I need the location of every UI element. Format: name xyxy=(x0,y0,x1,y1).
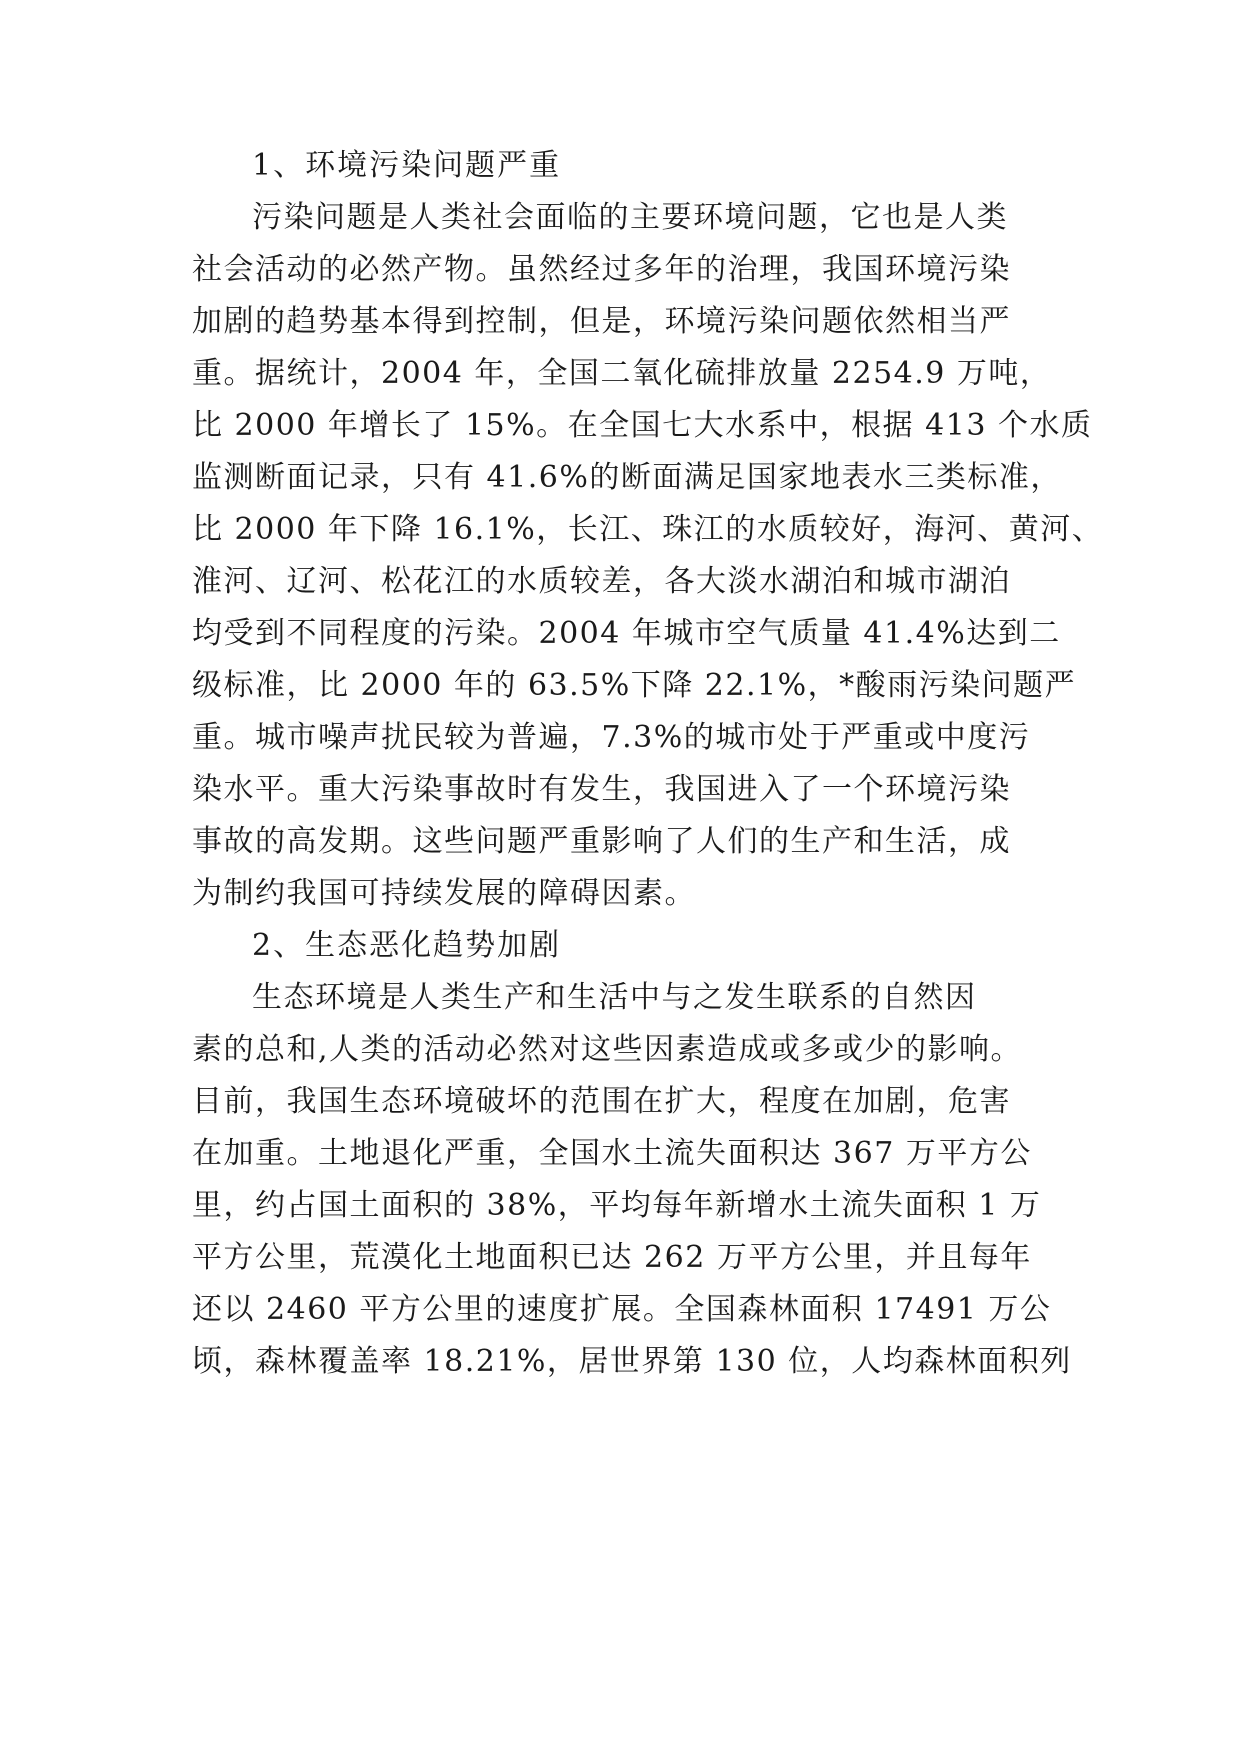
paragraph-line: 还以 2460 平方公里的速度扩展。全国森林面积 17491 万公 xyxy=(192,1292,1052,1327)
paragraph-line: 平方公里，荒漠化土地面积已达 262 万平方公里，并且每年 xyxy=(192,1240,1032,1275)
paragraph-line: 污染问题是人类社会面临的主要环境问题，它也是人类 xyxy=(252,200,1008,235)
paragraph-line: 顷，森林覆盖率 18.21%，居世界第 130 位，人均森林面积列 xyxy=(192,1344,1072,1379)
paragraph-line: 为制约我国可持续发展的障碍因素。 xyxy=(192,876,696,911)
paragraph-line: 素的总和,人类的活动必然对这些因素造成或多或少的影响。 xyxy=(192,1032,1023,1067)
paragraph-line: 目前，我国生态环境破坏的范围在扩大，程度在加剧，危害 xyxy=(192,1084,1011,1119)
paragraph-line: 里，约占国土面积的 38%，平均每年新增水土流失面积 1 万 xyxy=(192,1188,1042,1223)
paragraph-line: 均受到不同程度的污染。2004 年城市空气质量 41.4%达到二 xyxy=(192,616,1061,651)
paragraph-line: 比 2000 年增长了 15%。在全国七大水系中，根据 413 个水质 xyxy=(192,408,1093,443)
paragraph-line: 在加重。土地退化严重，全国水土流失面积达 367 万平方公 xyxy=(192,1136,1032,1171)
section-heading: 2、生态恶化趋势加剧 xyxy=(252,928,562,963)
paragraph-line: 淮河、辽河、松花江的水质较差，各大淡水湖泊和城市湖泊 xyxy=(192,564,1011,599)
paragraph-line: 比 2000 年下降 16.1%，长江、珠江的水质较好，海河、黄河、 xyxy=(192,512,1104,547)
paragraph-line: 重。据统计，2004 年，全国二氧化硫排放量 2254.9 万吨， xyxy=(192,356,1052,391)
paragraph-line: 事故的高发期。这些问题严重影响了人们的生产和生活，成 xyxy=(192,824,1011,859)
section-heading: 1、环境污染问题严重 xyxy=(252,148,562,183)
paragraph-line: 监测断面记录，只有 41.6%的断面满足国家地表水三类标准， xyxy=(192,460,1062,495)
paragraph-line: 生态环境是人类生产和生活中与之发生联系的自然因 xyxy=(252,980,977,1015)
paragraph-line: 级标准，比 2000 年的 63.5%下降 22.1%，*酸雨污染问题严 xyxy=(192,668,1077,703)
paragraph-line: 染水平。重大污染事故时有发生，我国进入了一个环境污染 xyxy=(192,772,1011,807)
paragraph-line: 加剧的趋势基本得到控制，但是，环境污染问题依然相当严 xyxy=(192,304,1011,339)
paragraph-line: 社会活动的必然产物。虽然经过多年的治理，我国环境污染 xyxy=(192,252,1011,287)
paragraph-line: 重。城市噪声扰民较为普遍，7.3%的城市处于严重或中度污 xyxy=(192,720,1031,755)
